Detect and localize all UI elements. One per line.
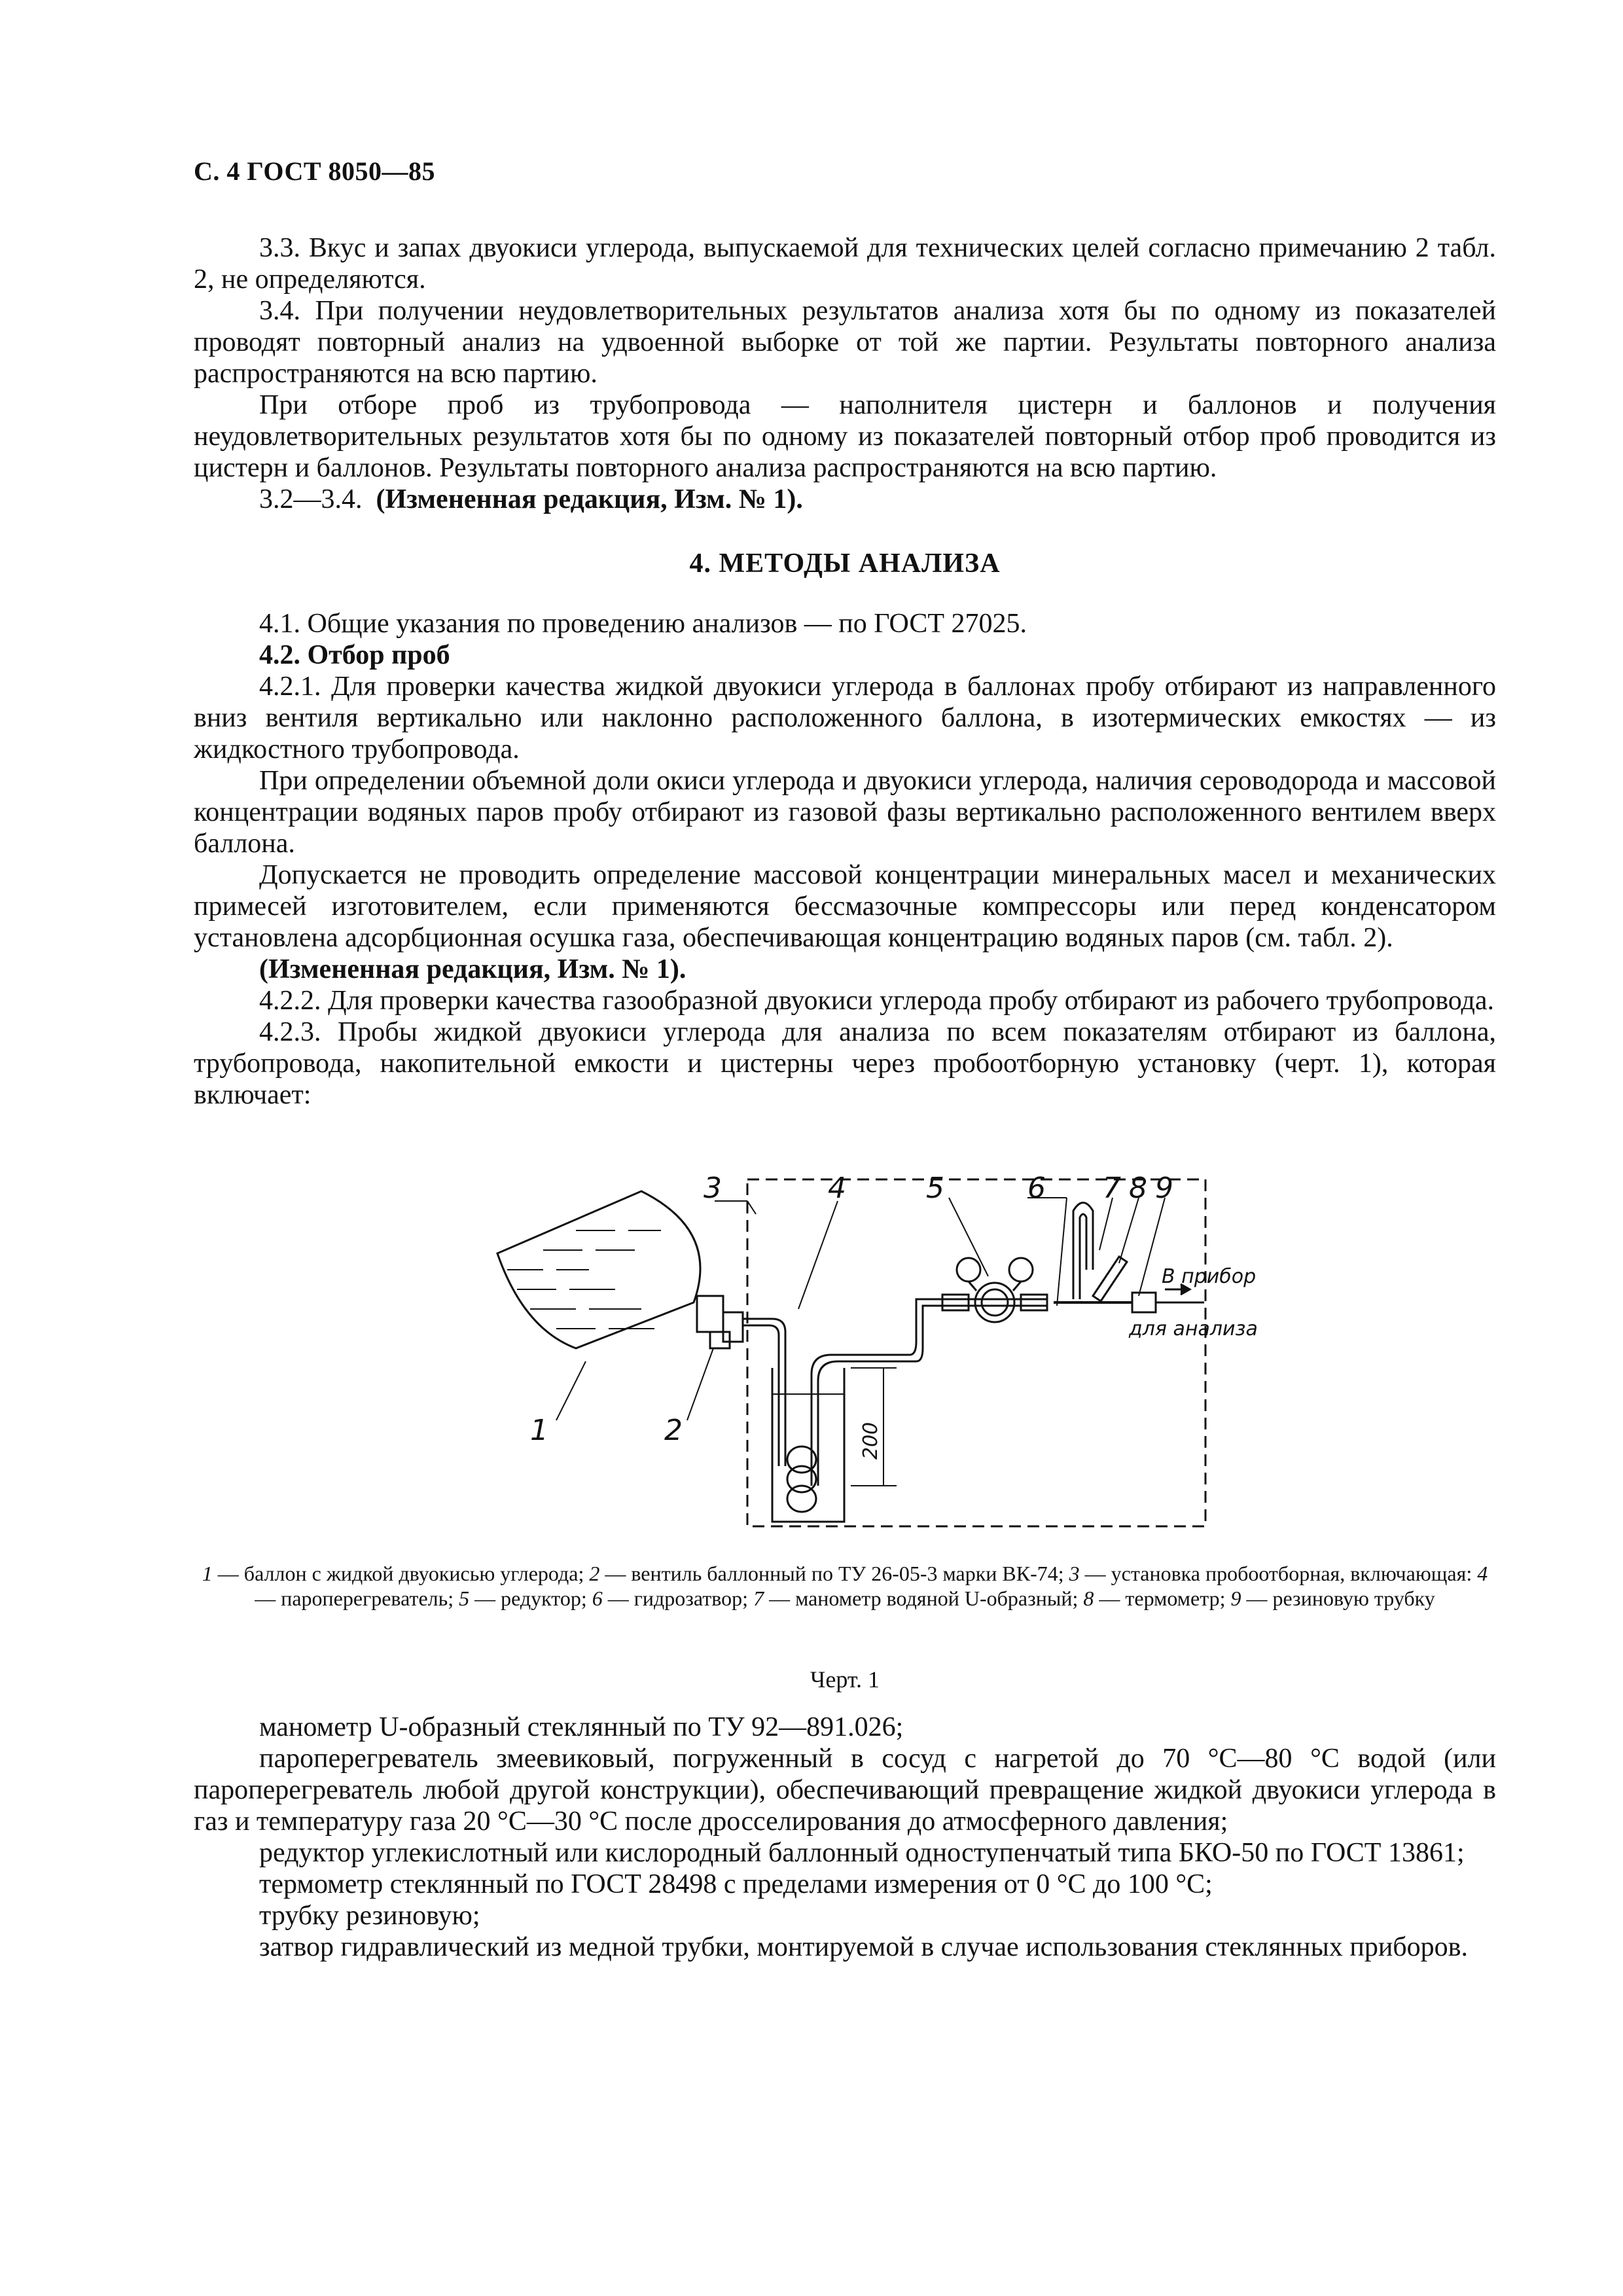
caption-item-text: — резиновую трубку (1241, 1587, 1435, 1610)
text-block-bottom (194, 1712, 1496, 1963)
caption-item-number: 3 (1069, 1562, 1080, 1585)
paragraph-3-4: 3.4. При получении неудовлетворительных результатов анализа хотя бы по одному из показателей проводят повторный анализ на удвоенной выборке от той же партии. Результаты повторного анализа распространяются на всю партию. (194, 296, 1496, 389)
caption-item-number: 5 (459, 1587, 470, 1610)
equipment-tube: трубку резиновую; (259, 1901, 480, 1931)
paragraph-allowed: Допускается не проводить определение массовой концентрации минеральных масел и механических примесей изготовителем, если применяются бессмазочные компрессоры или перед конденсатором установлена адсорбционная осушка газа, обеспечивающая концентрацию водяных паров (см. табл. 2). (194, 860, 1496, 953)
gauge-left (957, 1258, 980, 1282)
paragraph-4-2-3: 4.2.3. Пробы жидкой двуокиси углерода для анализа по всем показателям отбирают из баллона, трубопровода, накопительной емкости и цистерны через пробоотборную установку (черт. 1), которая включает: (194, 1017, 1496, 1110)
figure-caption (194, 1561, 1496, 1611)
outlet-label-line1: В прибор (1162, 1265, 1257, 1288)
rubber-tube-connector (1132, 1293, 1156, 1312)
thermometer (1093, 1257, 1127, 1301)
paragraph-resampling: При отборе проб из трубопровода — наполнителя цистерн и баллонов и получения неудовлетворительных результатов хотя бы по одному из показателей повторный отбор проб проводится из цистерн и баллонов. Результаты повторного анализа распространяются на всю партию. (194, 390, 1496, 483)
label-2: 2 (664, 1414, 683, 1447)
label-4: 4 (828, 1172, 846, 1205)
label-8: 8 (1129, 1172, 1147, 1205)
paragraph-gas-phase: При определении объемной доли окиси углерода и двуокиси углерода, наличия сероводорода и массовой концентрации водяных паров пробу отбирают из газовой фазы вертикально расположенного вентилем вверх баллона. (194, 766, 1496, 859)
caption-item-text: — редуктор; (469, 1587, 592, 1610)
caption-item-number: 2 (589, 1562, 600, 1585)
caption-item-text: — гидрозатвор; (602, 1587, 754, 1610)
caption-item-number: 7 (753, 1587, 764, 1610)
section-title: 4. МЕТОДЫ АНАЛИЗА (689, 548, 1001, 579)
amendment-note-1 (194, 484, 1496, 515)
caption-item-number: 4 (1477, 1562, 1488, 1585)
label-7: 7 (1103, 1172, 1121, 1205)
paragraph-4-2: 4.2. Отбор проб (259, 640, 450, 670)
cylinder-valve (697, 1296, 723, 1332)
amendment-bold: (Измененная редакция, Изм. № 1). (376, 484, 803, 514)
u-manometer (1073, 1203, 1093, 1300)
equipment-superheater: пароперегреватель змеевиковый, погруженный в сосуд с нагретой до 70 °С—80 °С водой (или пароперегреватель любой другой конструкции), обеспечивающий превращение жидкой двуокиси углерода в газ и температуру газа 20 °С—30 °С после дросселирования до атмосферного давления; (194, 1744, 1496, 1837)
paragraph-4-2-1: 4.2.1. Для проверки качества жидкой двуокиси углерода в баллонах пробу отбирают из направленного вниз вентиля вертикально или наклонно расположенного баллона, в изотермических емкостях — из жидкостного трубопровода. (194, 672, 1496, 764)
label-3: 3 (704, 1172, 722, 1205)
equipment-reducer: редуктор углекислотный или кислородный баллонный одноступенчатый типа БКО-50 по ГОСТ 13861; (259, 1838, 1465, 1868)
equipment-thermometer: термометр стеклянный по ГОСТ 28498 с пределами измерения от 0 °С до 100 °С; (259, 1869, 1213, 1899)
caption-item-number: 8 (1083, 1587, 1094, 1610)
caption-item-text: — термометр; (1094, 1587, 1231, 1610)
dimension-label: 200 (859, 1422, 882, 1460)
paragraph-4-2-2: 4.2.2. Для проверки качества газообразной двуокиси углерода пробу отбирают из рабочего трубопровода. (259, 986, 1495, 1016)
caption-item-text: — вентиль баллонный по ТУ 26-05-3 марки ВК-74; (599, 1562, 1069, 1585)
sampling-setup-diagram (445, 1172, 1258, 1545)
caption-item-text: — установка пробоотборная, включающая: (1079, 1562, 1478, 1585)
label-6: 6 (1027, 1172, 1046, 1205)
label-9: 9 (1155, 1172, 1173, 1205)
caption-item-text: — баллон с жидкой двуокисью углерода; (212, 1562, 590, 1585)
reducer-body (942, 1295, 969, 1310)
caption-item-number: 6 (592, 1587, 603, 1610)
text-block-top (194, 232, 1496, 1111)
equipment-seal: затвор гидравлический из медной трубки, монтируемой в случае использования стеклянных приборов. (259, 1932, 1468, 1962)
heater-vessel (772, 1368, 844, 1522)
paragraph-3-3: 3.3. Вкус и запах двуокиси углерода, выпускаемой для технических целей согласно примечанию 2 табл. 2, не определяются. (194, 233, 1496, 295)
figure-title: Черт. 1 (810, 1666, 880, 1693)
caption-item-number: 9 (1230, 1587, 1241, 1610)
paragraph-4-1: 4.1. Общие указания по проведению анализов — по ГОСТ 27025. (259, 609, 1027, 639)
page-header: С. 4 ГОСТ 8050—85 (194, 156, 436, 186)
outlet-label-line2: для анализа (1129, 1318, 1258, 1340)
gauge-right (1009, 1258, 1033, 1282)
caption-item-number: 1 (202, 1562, 213, 1585)
label-5: 5 (926, 1172, 944, 1205)
amendment-note-2: (Измененная редакция, Изм. № 1). (259, 954, 687, 984)
equipment-manometer: манометр U-образный стеклянный по ТУ 92—891.026; (259, 1712, 904, 1742)
label-1: 1 (530, 1414, 548, 1447)
caption-item-text: — пароперегреватель; (255, 1587, 459, 1610)
caption-item-text: — манометр водяной U-образный; (764, 1587, 1084, 1610)
amendment-prefix: 3.2—3.4. (259, 484, 363, 514)
